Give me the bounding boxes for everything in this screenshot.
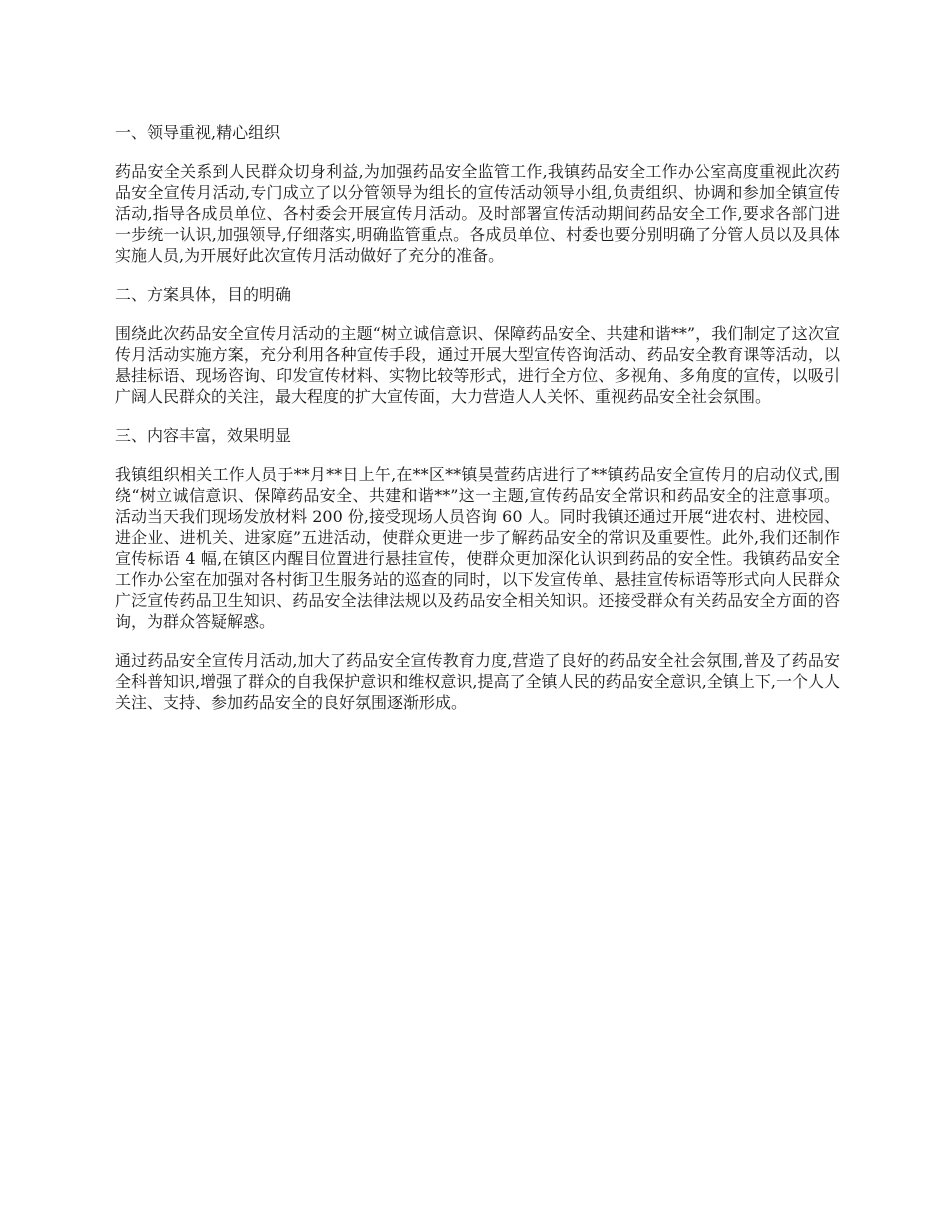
paragraph: 我镇组织相关工作人员于**月**日上午,在**区**镇昊萱药店进行了**镇药品安全宣传月的启动仪式,围绕“树立诚信意识、保障药品安全、共建和谐**”这一主题,宣传药品安全常识和药品安全的注意事项。活动当天我们现场发放材料 200 份,接受现场人员咨询 60 人。同时我镇还通过开展“进农村、进校园、进企业、进机关、进家庭”五进活动，使群众更进一步了解药品安全的常识及重要性。此外,我们还制作宣传标语 4 幅,在镇区内醒目位置进行悬挂宣传，使群众更加深化认识到药品的安全性。我镇药品安全工作办公室在加强对各村街卫生服务站的巡查的同时，以下发宣传单、悬挂宣传标语等形式向人民群众广泛宣传药品卫生知识、药品安全法律法规以及药品安全相关知识。还接受群众有关药品安全方面的咨询，为群众答疑解惑。	[115, 465, 840, 631]
document-page	[115, 122, 840, 731]
section-heading: 一、领导重视,精心组织	[115, 123, 281, 142]
paragraph: 围绕此次药品安全宣传月活动的主题“树立诚信意识、保障药品安全、共建和谐**”，我们制定了这次宣传月活动实施方案，充分利用各种宣传手段，通过开展大型宣传咨询活动、药品安全教育课等活动，以悬挂标语、现场咨询、印发宣传材料、实物比较等形式，进行全方位、多视角、多角度的宣传，以吸引广阔人民群众的关注，最大程度的扩大宣传面，大力营造人人关怀、重视药品安全社会氛围。	[115, 324, 840, 406]
paragraph: 药品安全关系到人民群众切身利益,为加强药品安全监管工作,我镇药品安全工作办公室高度重视此次药品安全宣传月活动,专门成立了以分管领导为组长的宣传活动领导小组,负责组织、协调和参加全镇宣传活动,指导各成员单位、各村委会开展宣传月活动。及时部署宣传活动期间药品安全工作,要求各部门进一步统一认识,加强领导,仔细落实,明确监管重点。各成员单位、村委也要分别明确了分管人员以及具体实施人员,为开展好此次宣传月活动做好了充分的准备。	[115, 162, 840, 265]
section-heading: 二、方案具体，目的明确	[115, 285, 292, 304]
paragraph: 通过药品安全宣传月活动,加大了药品安全宣传教育力度,营造了良好的药品安全社会氛围,普及了药品安全科普知识,增强了群众的自我保护意识和维权意识,提高了全镇人民的药品安全意识,全镇上下,一个人人关注、支持、参加药品安全的良好氛围逐渐形成。	[115, 651, 840, 712]
section-heading: 三、内容丰富，效果明显	[115, 426, 292, 445]
